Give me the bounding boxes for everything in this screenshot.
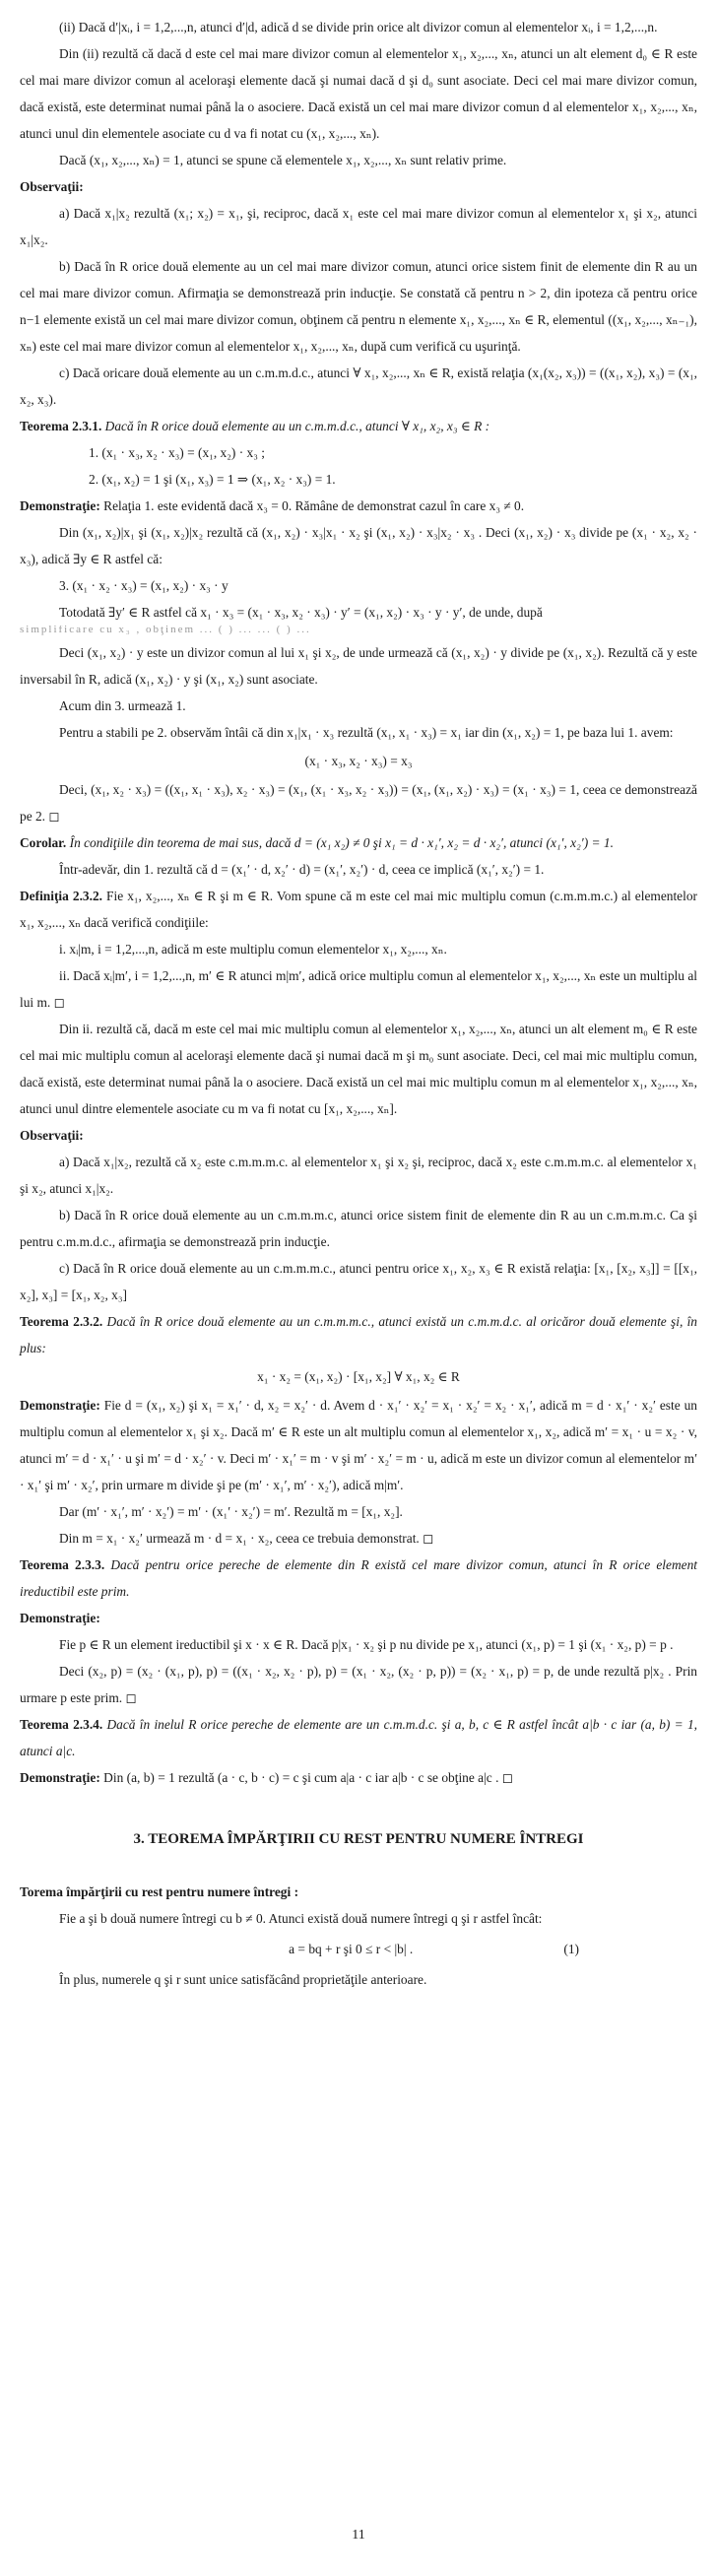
section-label: Observaţii: <box>20 1128 84 1143</box>
theorem-intro: Fie a şi b două numere întregi cu b ≠ 0. Atunci există două numere întregi q şi r astfel încât: <box>59 1911 543 1926</box>
paragraph: b) Dacă în R orice două elemente au un cel mai mare divizor comun, atunci orice sistem finit de elemente din R au un cel mai mare divizor comun. Afirmaţia se demonstrează prin inducţie. Se constată că pentru n > 2, din ipoteza că pentru orice n−1 elemente există un cel mai mare divizor comun, obţinem că pentru n elemente x₁, x₂,..., xₙ ∈ R, elementul ((x₁, x₂,..., xₙ₋₁), xₙ) este cel mai mare divizor comun al elementelor x₁, x₂,..., xₙ, după cum verifică cu uşurinţă. <box>20 259 697 354</box>
section-label: Demonstraţie: <box>20 1611 100 1625</box>
paragraph: Din m = x₁ · x₂′ urmează m · d = x₁ · x₂, ceea ce trebuia demonstrat. ◻ <box>59 1531 434 1546</box>
paragraph: Deci (x₂, p) = (x₂ · (x₁, p), p) = ((x₁ · x₂, x₂ · p), p) = (x₁ · x₂, (x₂ · p, p)) = (x₂ · x₁, p) = p, de unde rezultă p|x₂ . Prin urmare p este prim. ◻ <box>20 1664 697 1705</box>
paragraph: Acum din 3. urmează 1. <box>59 698 186 713</box>
paragraph: ii. Dacă xᵢ|m′, i = 1,2,...,n, m′ ∈ R atunci m|m′, adică orice multiplu comun al elementelor x₁, x₂,..., xₙ este un multiplu al lui m. ◻ <box>20 968 697 1010</box>
paragraph: b) Dacă în R orice două elemente au un c.m.m.m.c, atunci orice sistem finit de elemente din R au un c.m.m.m.c. Ca şi pentru c.m.m.d.c., afirmaţia se demonstrează prin inducţie. <box>20 1208 697 1249</box>
statement-label: Demonstraţie: <box>20 1398 100 1413</box>
section-3 <box>20 1826 697 1993</box>
statement-text: Dacă în R orice două elemente au un c.m.m.d.c., atunci ∀ x₁, x₂, x₃ ∈ R : <box>104 419 490 433</box>
paragraph: Totodată ∃y′ ∈ R astfel că x₁ · x₃ = (x₁ · x₃, x₂ · x₃) · y′ = (x₁, x₂) · x₃ · y · y′, de unde, după <box>59 605 543 620</box>
paragraph: Deci (x₁, x₂) · y este un divizor comun al lui x₁ şi x₂, de unde urmează că (x₁, x₂) · y divide pe (x₁, x₂). Rezultă că y este inversabil în R, adică (x₁, x₂) · y şi (x₁, x₂) sunt asociate. <box>20 645 697 687</box>
proof-paragraph <box>20 493 697 519</box>
paragraph: Fie p ∈ R un element ireductibil şi x · x ∈ R. Dacă p|x₁ · x₂ şi p nu divide pe x₁, atunci (x₁, p) = 1 şi (x₁ · x₂, p) = p . <box>59 1637 674 1652</box>
paragraph: Deci, (x₁, x₂ · x₃) = ((x₁, x₁ · x₃), x₂ · x₃) = (x₁, (x₁ · x₃, x₂ · x₃)) = (x₁, (x₁, x₂) · x₃) = (x₁ · x₃) = 1, ceea ce demonstrează pe 2. ◻ <box>20 782 697 824</box>
statement-text: Dacă pentru orice pereche de elemente din R există cel mare divizor comun, atunci în R orice element ireductibil este prim. <box>20 1557 697 1599</box>
paragraph: Dar (m′ · x₁′, m′ · x₂′) = m′ · (x₁′ · x₂′) = m′. Rezultă m = [x₁, x₂]. <box>59 1504 403 1519</box>
paragraph: Într-adevăr, din 1. rezultă că d = (x₁′ · d, x₂′ · d) = (x₁′, x₂′) · d, ceea ce implică (x₁′, x₂′) = 1. <box>59 862 545 877</box>
theorem-heading: Torema împărţirii cu rest pentru numere întregi : <box>20 1884 299 1899</box>
paragraph: (ii) Dacă d′|xᵢ, i = 1,2,...,n, atunci d′|d, adică d se divide prin orice alt divizor comun al elementelor xᵢ, i = 1,2,...,n. <box>59 20 658 34</box>
paragraph: a) Dacă x₁|x₂ rezultă (x₁; x₂) = x₁, şi, reciproc, dacă x₁ este cel mai mare divizor comun al elementelor x₁ şi x₂, atunci x₁|x₂. <box>20 206 697 247</box>
proof-paragraph <box>20 1764 697 1791</box>
theorem-statement <box>20 883 697 936</box>
equation-1-body: a = bq + r şi 0 ≤ r < |b| . <box>289 1942 414 1956</box>
uniqueness-statement: În plus, numerele q şi r sunt unice satisfăcând proprietăţile anterioare. <box>59 1972 427 1987</box>
paragraph: a) Dacă x₁|x₂, rezultă că x₂ este c.m.m.m.c. al elementelor x₁ şi x₂ şi, reciproc, dacă x₂ este c.m.m.m.c. al elementelor x₁ şi x₂, atunci x₁|x₂. <box>20 1155 697 1196</box>
section-title: 3. TEOREMA ÎMPĂRŢIRII CU REST PENTRU NUMERE ÎNTREGI <box>133 1831 584 1847</box>
statement-text: În condiţiile din teorema de mai sus, dacă d = (x₁ x₂) ≠ 0 şi x₁ = d · x₁′, x₂ = d · x₂′, atunci (x₁′, x₂′) = 1. <box>69 835 614 850</box>
page-number: 11 <box>352 2528 365 2543</box>
relation-line: 1. (x₁ · x₃, x₂ · x₃) = (x₁, x₂) · x₃ ; <box>89 445 265 460</box>
statement-label: Teorema 2.3.3. <box>20 1557 105 1572</box>
cut-off-line: simplificare cu x₃ , obţinem ... ( ) ... ... ( ) ... <box>20 626 311 635</box>
statement-label: Teorema 2.3.1. <box>20 419 102 433</box>
paragraph: c) Dacă în R orice două elemente au un c.m.m.m.c., atunci pentru orice x₁, x₂, x₃ ∈ R există relaţia: [x₁, [x₂, x₃]] = [[x₁, x₂], x₃] = [x₁, x₂, x₃] <box>20 1261 697 1302</box>
statement-text: Din (a, b) = 1 rezultă (a · c, b · c) = c şi cum a|a · c iar a|b · c se obţine a|c . ◻ <box>103 1770 513 1785</box>
paragraph: Dacă (x₁, x₂,..., xₙ) = 1, atunci se spune că elementele x₁, x₂,..., xₙ sunt relativ prime. <box>59 153 507 167</box>
body-text <box>20 14 697 1791</box>
statement-label: Demonstraţie: <box>20 1770 100 1785</box>
equation-1-number: (1) <box>563 1942 579 1956</box>
theorem-statement <box>20 1308 697 1361</box>
theorem-statement <box>20 1711 697 1764</box>
statement-text: Dacă în R orice două elemente au un c.m.m.m.c., atunci există un c.m.m.d.c. al oricăror două elemente şi, în plus: <box>20 1314 697 1355</box>
relation-line: 3. (x₁ · x₂ · x₃) = (x₁, x₂) · x₃ · y <box>59 578 228 593</box>
paragraph: c) Dacă oricare două elemente au un c.m.m.d.c., atunci ∀ x₁, x₂,..., xₙ ∈ R, există relaţia (x₁(x₂, x₃)) = ((x₁, x₂), x₃) = (x₁, x₂, x₃). <box>20 365 697 407</box>
paragraph: Din (ii) rezultă că dacă d este cel mai mare divizor comun al elementelor x₁, x₂,..., xₙ, atunci un alt element d₀ ∈ R este cel mai mare divizor comun al aceloraşi elemente dacă şi numai dacă d şi d₀ sunt asociate. Deci cel mai mare divizor comun, dacă există, este determinat numai până la o asociere. Dacă există un cel mai mare divizor comun d al elementelor x₁, x₂,..., xₙ, atunci unul din elementele asociate cu d va fi notat cu (x₁, x₂,..., xₙ). <box>20 46 697 141</box>
statement-text: Fie x₁, x₂,..., xₙ ∈ R şi m ∈ R. Vom spune că m este cel mai mic multiplu comun (c.m.m.m.c.) al elementelor x₁, x₂,..., xₙ dacă verifică condiţiile: <box>20 889 697 930</box>
paragraph: i. xᵢ|m, i = 1,2,...,n, adică m este multiplu comun elementelor x₁, x₂,..., xₙ. <box>59 942 447 957</box>
relation-line: 2. (x₁, x₂) = 1 şi (x₁, x₃) = 1 ⇒ (x₁, x₂ · x₃) = 1. <box>89 472 336 487</box>
statement-label: Teorema 2.3.2. <box>20 1314 103 1329</box>
equation-1 <box>20 1936 697 1962</box>
display-formula: (x₁ · x₃, x₂ · x₃) = x₃ <box>304 754 413 768</box>
statement-text: Fie d = (x₁, x₂) şi x₁ = x₁′ · d, x₂ = x₂′ · d. Avem d · x₁′ · x₂′ = x₁ · x₂′ = x₂ · x₁′, adică m = d · x₁′ · x₂′ este un multiplu comun al elementelor x₁ şi x₂. Dacă m′ ∈ R este un alt multiplu comun al elementelor x₁, x₂, adică m′ = x₁ · u = x₂ · v, atunci m′ = d · x₁′ · u şi m′ = d · x₂′ · v. Deci m′ · x₁′ = m · v şi m′ · x₂′ = m · u, adică m este un divizor comun al elementelor m′ · x₁′ şi m′ · x₂′, prin urmare m divide şi pe (m′ · x₁′, m′ · x₂′), adică m|m′. <box>20 1398 697 1492</box>
paragraph: Din ii. rezultă că, dacă m este cel mai mic multiplu comun al elementelor x₁, x₂,..., xₙ, atunci un alt element m₀ ∈ R este cel mai mic multiplu comun al aceloraşi elemente dacă şi numai dacă m şi m₀ sunt asociate. Deci, cel mai mic multiplu comun, dacă există, este determinat numai până la o asociere. Dacă există un cel mai mic multiplu comun m al elementelor x₁, x₂,..., xₙ, atunci unul dintre elementele asociate cu m va fi notat cu [x₁, x₂,..., xₙ]. <box>20 1022 697 1116</box>
statement-text: Dacă în inelul R orice pereche de elemente are un c.m.m.d.c. şi a, b, c ∈ R astfel încât a|b · c iar (a, b) = 1, atunci a|c. <box>20 1717 697 1758</box>
proof-paragraph <box>20 1392 697 1498</box>
paragraph: Pentru a stabili pe 2. observăm întâi că din x₁|x₁ · x₃ rezultă (x₁, x₁ · x₃) = x₁ iar din (x₁, x₂) = 1, pe baza lui 1. avem: <box>59 725 674 740</box>
paragraph: Din (x₁, x₂)|x₁ şi (x₁, x₂)|x₂ rezultă că (x₁, x₂) · x₃|x₁ · x₂ şi (x₁, x₂) · x₃|x₂ · x₃ . Deci (x₁, x₂) · x₃ divide pe (x₁ · x₂, x₂ · x₃), adică ∃y ∈ R astfel că: <box>20 525 697 566</box>
theorem-statement <box>20 829 697 856</box>
theorem-statement <box>20 1552 697 1605</box>
statement-label: Demonstraţie: <box>20 498 100 513</box>
statement-label: Corolar. <box>20 835 67 850</box>
section-label: Observaţii: <box>20 179 84 194</box>
statement-text: Relaţia 1. este evidentă dacă x₃ = 0. Rămâne de demonstrat cazul în care x₃ ≠ 0. <box>103 498 525 513</box>
theorem-statement <box>20 413 697 439</box>
statement-label: Teorema 2.3.4. <box>20 1717 103 1732</box>
statement-label: Definiţia 2.3.2. <box>20 889 102 903</box>
display-formula: x₁ · x₂ = (x₁, x₂) · [x₁, x₂] ∀ x₁, x₂ ∈ R <box>257 1369 460 1384</box>
